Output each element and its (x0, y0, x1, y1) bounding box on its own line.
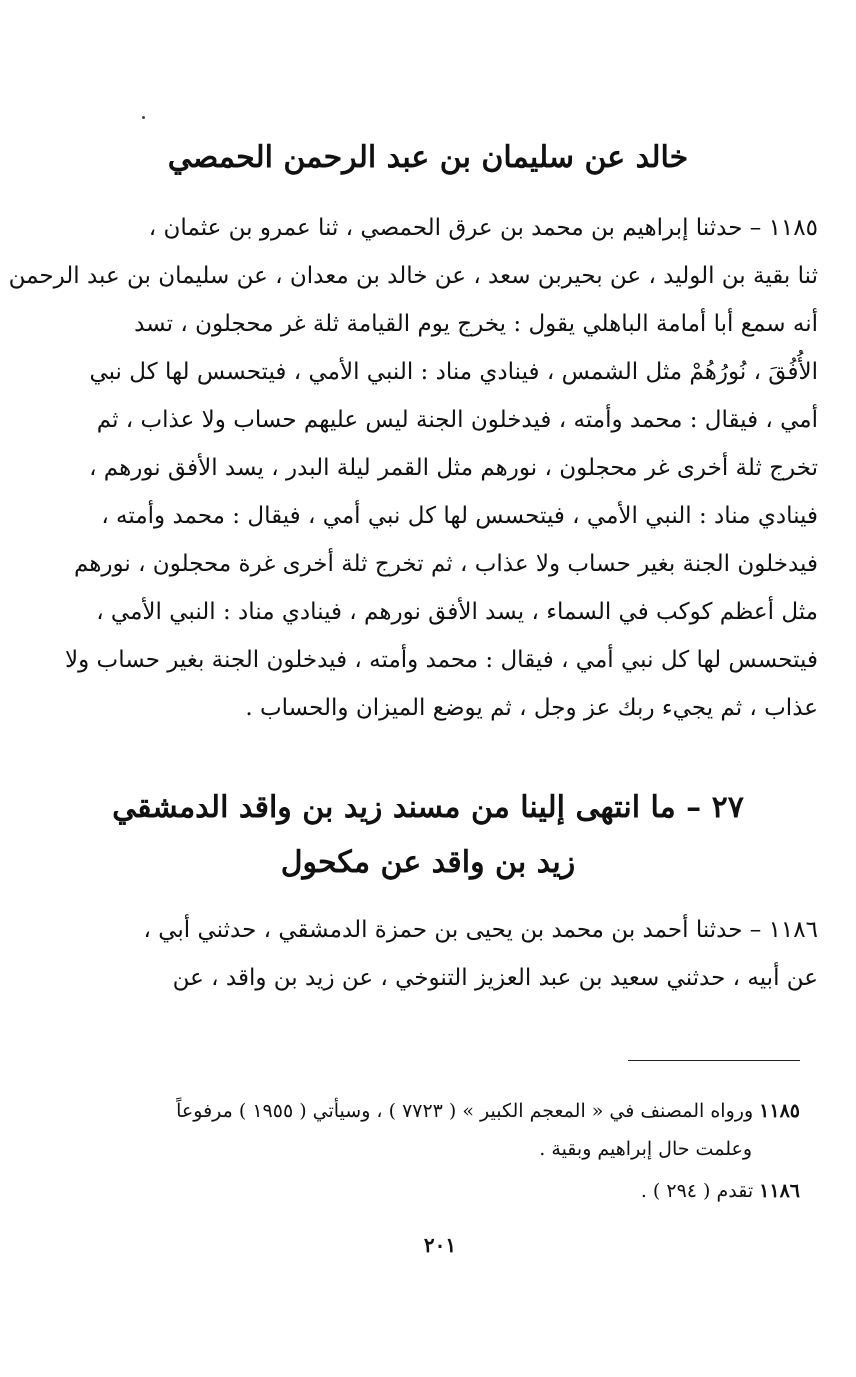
text-line: أنه سمع أبا أمامة الباهلي يقول : يخرج يوم القيامة ثلة غر محجلون ، تسد (134, 311, 818, 337)
text-line: عذاب ، ثم يجيء ربك عز وجل ، ثم يوضع الميزان والحساب . (245, 695, 818, 721)
text-line: أمي ، فيقال : محمد وأمته ، فيدخلون الجنة ليس عليهم حساب ولا عذاب ، ثم (96, 407, 818, 433)
text-line: فيتحسس لها كل نبي أمي ، فيقال : محمد وأمته ، فيدخلون الجنة بغير حساب ولا (65, 647, 818, 673)
text-line: ١١٨٥ – حدثنا إبراهيم بن محمد بن عرق الحمصي ، ثنا عمرو بن عثمان ، (148, 215, 818, 241)
text-line: عن أبيه ، حدثني سعيد بن عبد العزيز التنوخي ، عن زيد بن واقد ، عن (172, 965, 818, 991)
chapter-heading: ٢٧ – ما انتهى إلينا من مسند زيد بن واقد الدمشقي (112, 790, 744, 825)
footnote-1185 (110, 1092, 800, 1130)
text-line: فينادي مناد : النبي الأمي ، فيتحسس لها كل نبي أمي ، فيقال : محمد وأمته ، (101, 503, 818, 529)
footnote-text: ورواه المصنف في « المعجم الكبير » ( ٧٧٢٣ ) ، وسيأتي ( ١٩٥٥ ) مرفوعاً (176, 1100, 754, 1122)
text-line: مثل أعظم كوكب في السماء ، يسد الأفق نورهم ، فينادي مناد : النبي الأمي ، (96, 599, 818, 625)
footnote-divider (628, 1060, 800, 1061)
footnote-number: ١١٨٦ (759, 1180, 800, 1202)
footnote-1186 (110, 1172, 800, 1210)
hadith-1186 (118, 906, 818, 1002)
footnote-text: تقدم ( ٢٩٤ ) . (640, 1180, 754, 1202)
page-number: ٢٠١ (423, 1233, 457, 1257)
text-line: الأُفُقَ ، نُورُهُمْ مثل الشمس ، فينادي مناد : النبي الأمي ، فيتحسس لها كل نبي (89, 359, 818, 385)
section-heading-1: خالد عن سليمان بن عبد الرحمن الحمصي (167, 140, 689, 175)
text-line: فيدخلون الجنة بغير حساب ولا عذاب ، ثم تخرج ثلة أخرى غرة محجلون ، نورهم (73, 551, 818, 577)
footnote-1185-continued: وعلمت حال إبراهيم وبقية . (539, 1138, 752, 1160)
footnote-number: ١١٨٥ (759, 1100, 800, 1122)
text-line: تخرج ثلة أخرى غر محجلون ، نورهم مثل القمر ليلة البدر ، يسد الأفق نورهم ، (89, 455, 818, 481)
text-line: ثنا بقية بن الوليد ، عن بحيربن سعد ، عن خالد بن معدان ، عن سليمان بن عبد الرحمن (8, 263, 818, 289)
speck (142, 116, 145, 119)
hadith-1185 (8, 204, 818, 732)
text-line: ١١٨٦ – حدثنا أحمد بن محمد بن يحيى بن حمزة الدمشقي ، حدثني أبي ، (143, 917, 818, 943)
section-heading-2: زيد بن واقد عن مكحول (280, 845, 576, 880)
